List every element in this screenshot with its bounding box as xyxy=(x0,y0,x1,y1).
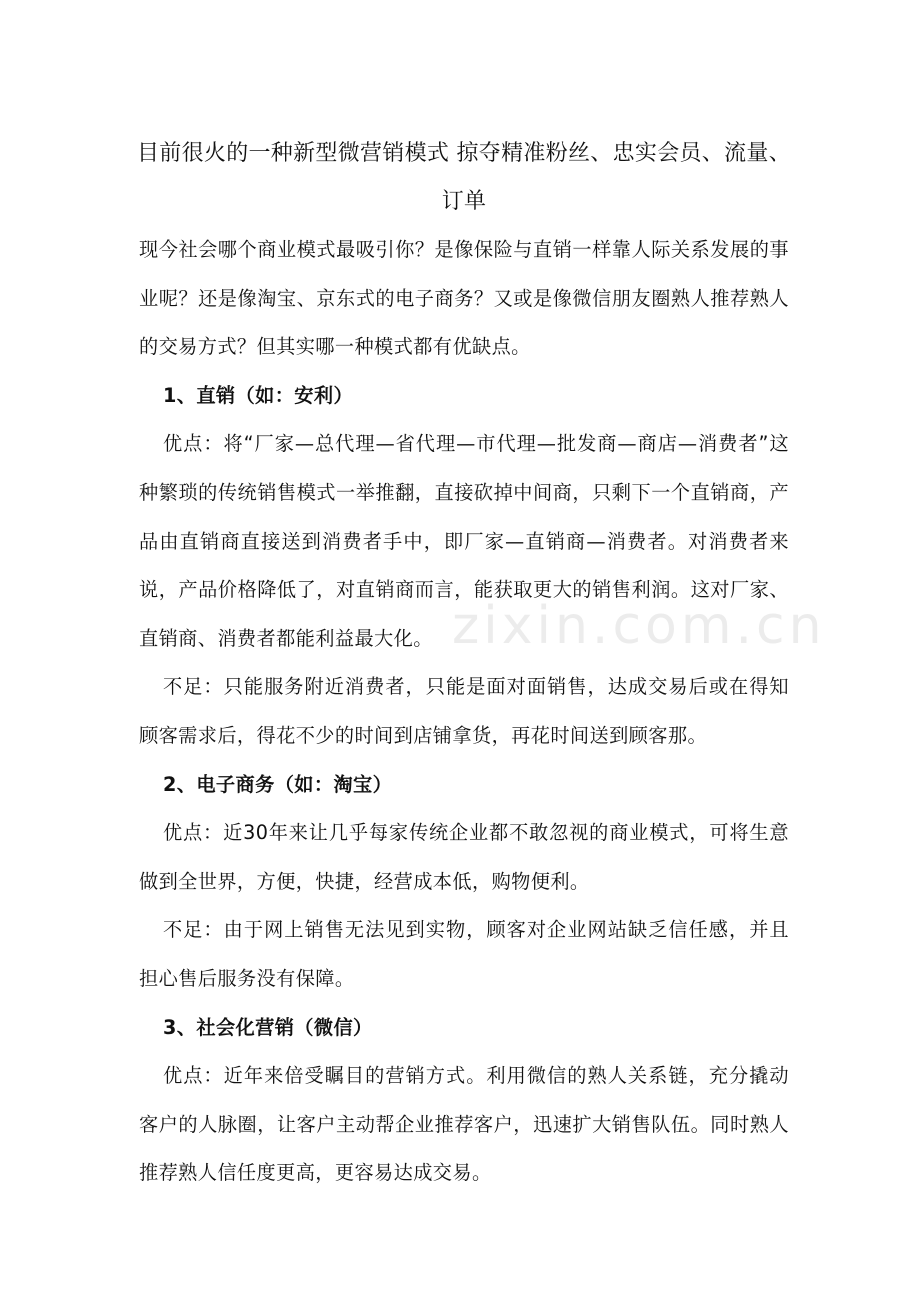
section-social-marketing xyxy=(139,1004,789,1198)
section-paragraph: 优点：近年来倍受瞩目的营销方式。利用微信的熟人关系链，充分撬动客户的人脉圈，让客户主动帮企业推荐客户，迅速扩大销售队伍。同时熟人推荐熟人信任度更高，更容易达成交易。 xyxy=(139,1064,789,1185)
intro-paragraph: 现今社会哪个商业模式最吸引你？是像保险与直销一样靠人际关系发展的事业呢？还是像淘宝、京东式的电子商务？又或是像微信朋友圈熟人推荐熟人的交易方式？但其实哪一种模式都有优缺点。 xyxy=(139,238,789,359)
document-title: 目前很火的一种新型微营销模式 掠夺精准粉丝、忠实会员、流量、订单 xyxy=(137,141,791,214)
section-heading: 1、直销（如：安利） xyxy=(163,383,354,407)
section-paragraph: 不足：由于网上销售无法见到实物，顾客对企业网站缺乏信任感，并且担心售后服务没有保障。 xyxy=(139,918,789,990)
section-ecommerce xyxy=(139,761,789,1004)
section-paragraph: 不足：只能服务附近消费者，只能是面对面销售，达成交易后或在得知顾客需求后，得花不少的时间到店铺拿货，再花时间送到顾客那。 xyxy=(139,675,789,747)
section-direct-sales xyxy=(139,372,789,761)
section-paragraph: 优点：将“厂家—总代理—省代理—市代理—批发商—商店—消费者”这种繁琐的传统销售模式一举推翻，直接砍掉中间商，只剩下一个直销商，产品由直销商直接送到消费者手中，即厂家—直销商—消费者。对消费者来说，产品价格降低了，对直销商而言，能获取更大的销售利润。这对厂家、直销商、消费者都能利益最大化。 xyxy=(139,432,789,650)
section-paragraph: 优点：近30年来让几乎每家传统企业都不敢忽视的商业模式，可将生意做到全世界，方便，快捷，经营成本低，购物便利。 xyxy=(139,821,789,893)
watermark-text: zixin.com.cn xyxy=(452,596,826,656)
section-heading: 3、社会化营销（微信） xyxy=(163,1015,373,1039)
document-page xyxy=(139,130,789,1198)
section-heading: 2、电子商务（如：淘宝） xyxy=(163,772,393,796)
